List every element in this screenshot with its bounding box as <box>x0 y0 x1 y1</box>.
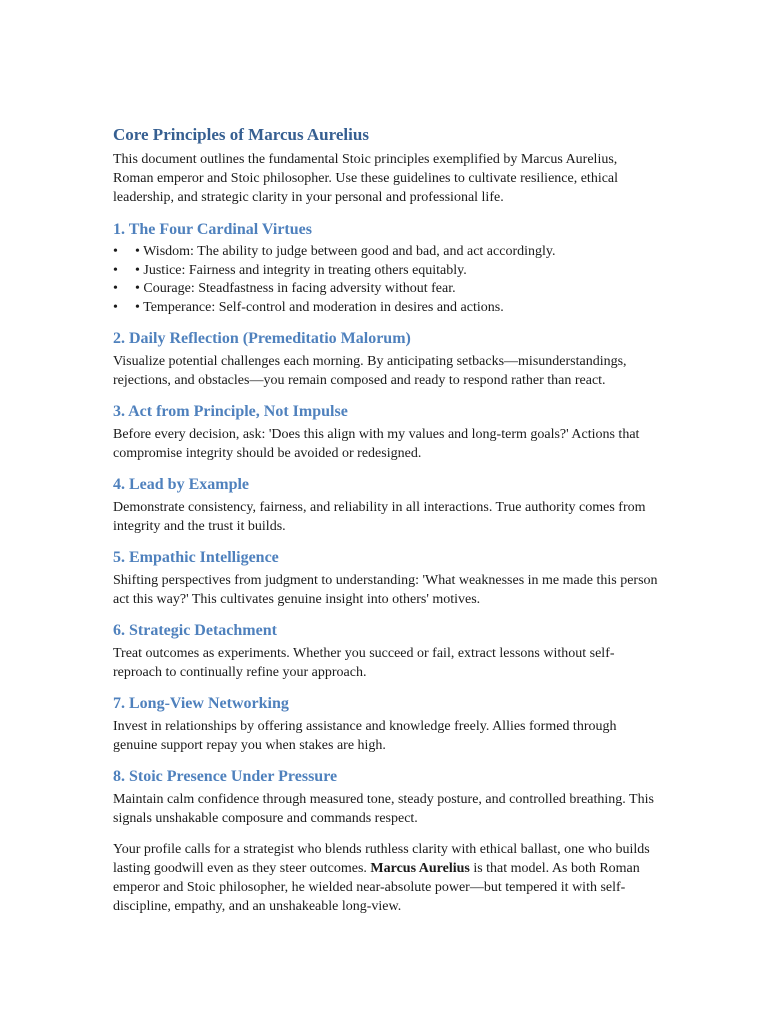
list-item-text: • Justice: Fairness and integrity in treating others equitably. <box>135 262 467 278</box>
intro-paragraph: This document outlines the fundamental Stoic principles exemplified by Marcus Aurelius, Roman emperor and Stoic philosopher. Use these guidelines to cultivate resilience, ethical leadership, and strategic clarity in your personal and professional life. <box>113 152 619 205</box>
bullet-icon: • <box>113 262 118 278</box>
closing-text-bold: Marcus Aurelius <box>370 861 470 876</box>
section-heading: 5. Empathic Intelligence <box>113 549 279 566</box>
section-body: Visualize potential challenges each morning. By anticipating setbacks—misunderstandings, rejections, and obstacles—you remain composed and ready to respond rather than react. <box>113 354 627 388</box>
closing-paragraph <box>113 840 658 916</box>
list-item <box>113 280 658 299</box>
section-body: Shifting perspectives from judgment to understanding: 'What weaknesses in me made this person act this way?' This cultivates genuine insight into others' motives. <box>113 573 658 607</box>
virtues-list <box>113 243 658 317</box>
section-lead-by-example <box>113 475 658 536</box>
list-item <box>113 299 658 318</box>
section-body: Demonstrate consistency, fairness, and reliability in all interactions. True authority comes from integrity and the trust it builds. <box>113 500 646 534</box>
section-heading: 1. The Four Cardinal Virtues <box>113 221 312 238</box>
section-heading: 3. Act from Principle, Not Impulse <box>113 403 348 420</box>
section-empathic-intelligence <box>113 548 658 609</box>
section-act-from-principle <box>113 402 658 463</box>
list-item <box>113 243 658 262</box>
section-body: Before every decision, ask: 'Does this align with my values and long-term goals?' Actions that compromise integrity should be avoided or redesigned. <box>113 427 640 461</box>
section-heading: 8. Stoic Presence Under Pressure <box>113 768 338 785</box>
bullet-icon: • <box>113 244 118 259</box>
closing-text-after: is that model. As both Roman emperor and Stoic philosopher, he wielded near-absolute power—but tempered it with self-discipline, empathy, and an unshakeable long-view. <box>113 861 640 914</box>
section-long-view-networking <box>113 694 658 755</box>
list-item <box>113 262 658 281</box>
section-heading: 2. Daily Reflection (Premeditatio Malorum) <box>113 330 411 347</box>
list-item-text: • Courage: Steadfastness in facing adversity without fear. <box>135 281 456 296</box>
section-stoic-presence <box>113 767 658 828</box>
section-body: Maintain calm confidence through measured tone, steady posture, and controlled breathing. This signals unshakable composure and commands respect. <box>113 792 654 826</box>
section-strategic-detachment <box>113 621 658 682</box>
list-item-text: • Wisdom: The ability to judge between good and bad, and act accordingly. <box>135 244 556 259</box>
bullet-icon: • <box>113 299 118 315</box>
section-heading: 6. Strategic Detachment <box>113 622 277 639</box>
section-daily-reflection <box>113 329 658 390</box>
closing-text-before: Your profile calls for a strategist who blends ruthless clarity with ethical ballast, one who builds lasting goodwill even as they steer outcomes. <box>113 842 650 876</box>
bullet-icon: • <box>113 281 118 296</box>
section-heading: 4. Lead by Example <box>113 476 250 493</box>
section-body: Invest in relationships by offering assistance and knowledge freely. Allies formed through genuine support repay you when stakes are high. <box>113 719 617 753</box>
section-heading: 7. Long-View Networking <box>113 695 289 712</box>
list-item-text: • Temperance: Self-control and moderation in desires and actions. <box>135 299 504 315</box>
document-page <box>113 124 658 916</box>
section-cardinal-virtues <box>113 220 658 317</box>
section-body: Treat outcomes as experiments. Whether you succeed or fail, extract lessons without self-reproach to continually refine your approach. <box>113 646 615 680</box>
document-title: Core Principles of Marcus Aurelius <box>113 125 369 144</box>
